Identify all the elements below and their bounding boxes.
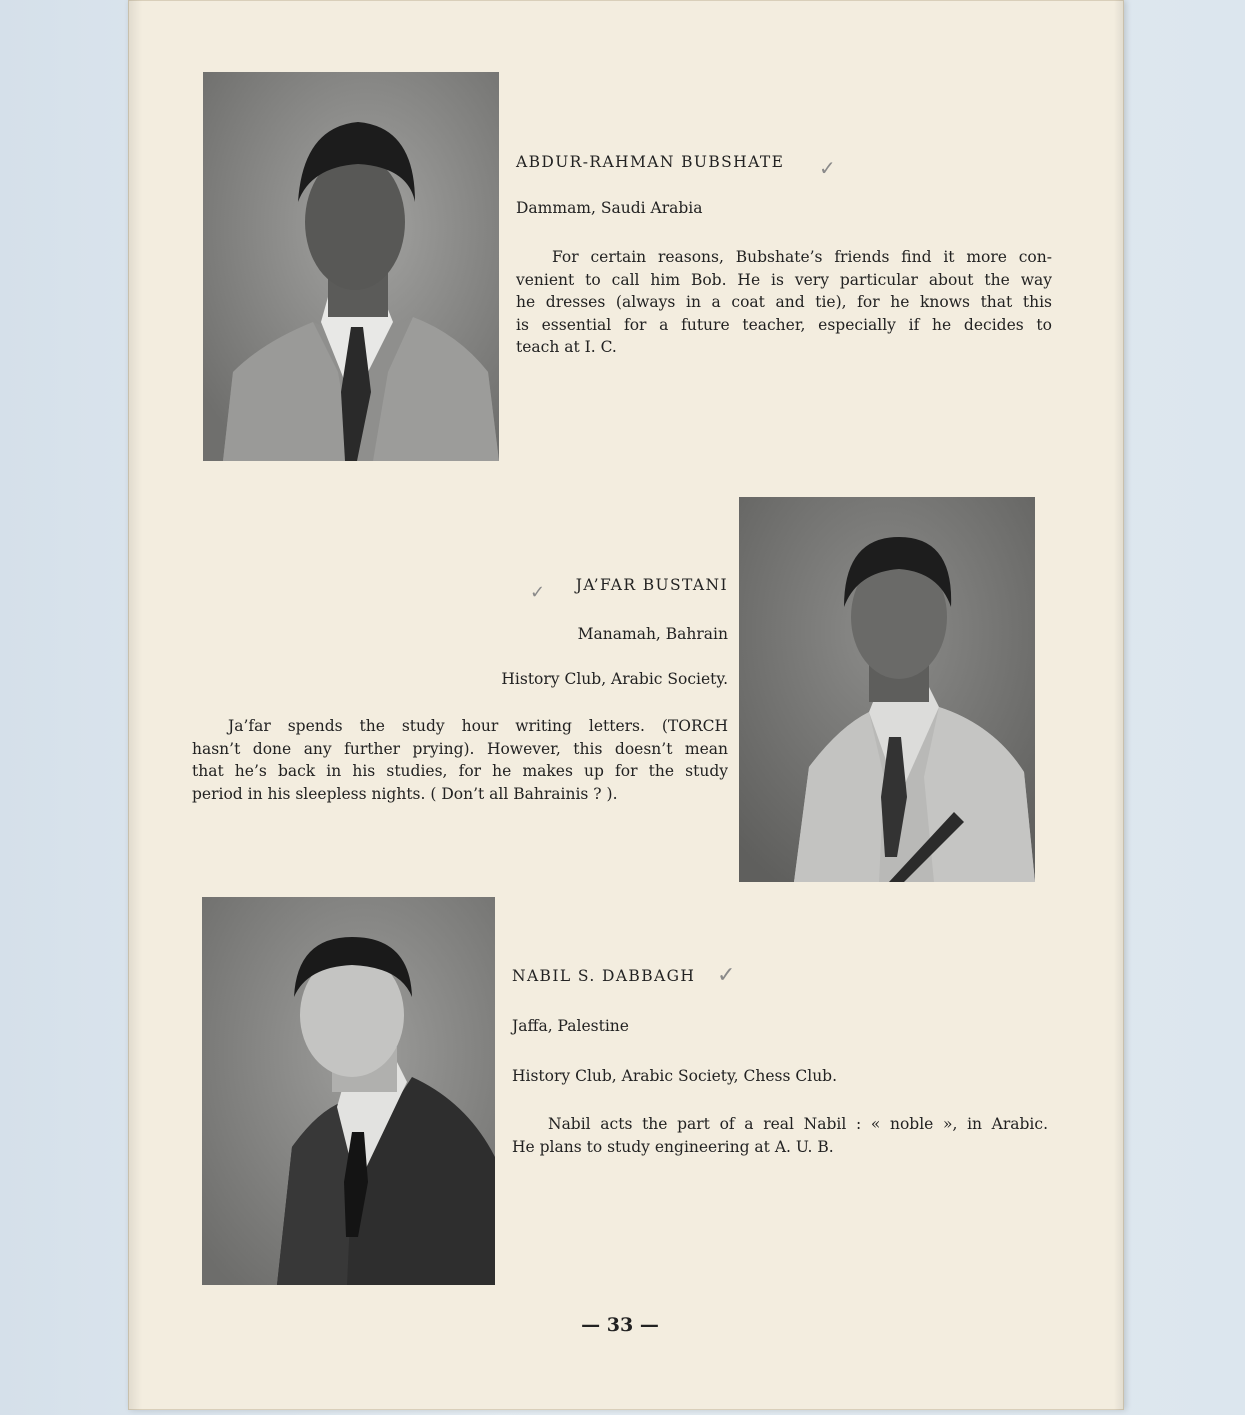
portrait-photo-bubshate [203, 72, 499, 461]
page-number: — 33 — [581, 1314, 659, 1336]
yearbook-page [128, 0, 1124, 1410]
bio-line: that he’s back in his studies, for he makes up for the study [192, 762, 728, 781]
student-activities: History Club, Arabic Society, Chess Club. [512, 1067, 838, 1085]
student-bio [512, 1113, 1048, 1158]
bio-line: he dresses (always in a coat and tie), for he knows that this [516, 293, 1052, 312]
check-mark-icon: ✓ [819, 156, 836, 180]
check-mark-icon: ✓ [530, 582, 546, 603]
student-bio [516, 246, 1052, 359]
student-name: JA’FAR BUSTANI [575, 576, 728, 594]
portrait-photo-icon [739, 497, 1035, 882]
student-hometown: Jaffa, Palestine [512, 1017, 629, 1035]
student-bio [192, 715, 728, 805]
bio-line: is essential for a future teacher, especially if he decides to [516, 315, 1052, 334]
student-name: NABIL S. DABBAGH [512, 967, 696, 985]
student-hometown: Dammam, Saudi Arabia [516, 199, 703, 217]
bio-line: Ja’far spends the study hour writing letters. (TORCH [228, 717, 728, 735]
student-activities: History Club, Arabic Society. [501, 670, 728, 688]
portrait-photo-icon [203, 72, 499, 461]
bio-line: Nabil acts the part of a real Nabil : « noble », in Arabic. [548, 1115, 1048, 1133]
portrait-photo-icon [202, 897, 495, 1285]
bio-line: For certain reasons, Bubshate’s friends find it more con- [552, 248, 1052, 266]
bio-line: He plans to study engineering at A. U. B. [512, 1137, 834, 1156]
bio-line: venient to call him Bob. He is very particular about the way [516, 270, 1052, 289]
portrait-photo-dabbagh [202, 897, 495, 1285]
bio-line: period in his sleepless nights. ( Don’t all Bahrainis ? ). [192, 784, 618, 803]
check-mark-icon: ✓ [717, 963, 736, 988]
student-hometown: Manamah, Bahrain [577, 625, 728, 643]
bio-line: hasn’t done any further prying). However, this doesn’t mean [192, 739, 728, 758]
portrait-photo-bustani [739, 497, 1035, 882]
bio-line: teach at I. C. [516, 338, 617, 357]
student-name: ABDUR-RAHMAN BUBSHATE [516, 153, 785, 171]
